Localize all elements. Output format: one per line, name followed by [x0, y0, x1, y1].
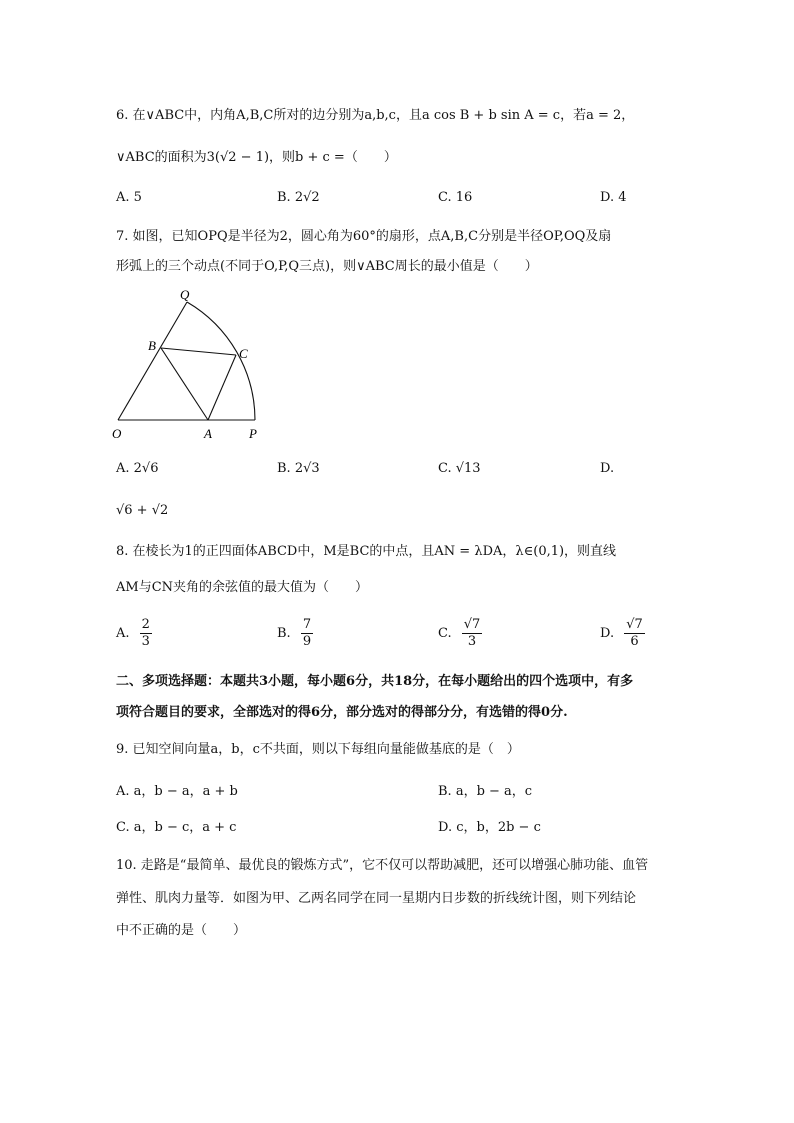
q9-option-c: C. a，b − c，a + c — [116, 820, 237, 835]
q8-stem-line2: AM与CN夹角的余弦值的最大值为（ ） — [116, 580, 369, 595]
q6-option-d: D. 4 — [600, 190, 627, 205]
segment-bc — [161, 348, 236, 355]
q7-option-c: C. √13 — [438, 461, 481, 476]
option-label: B. — [277, 626, 291, 641]
q6-option-a: A. 5 — [116, 190, 142, 205]
q9-option-d: D. c，b，2b − c — [438, 820, 541, 835]
fraction-numerator: 7 — [302, 617, 312, 632]
q10-stem-line3: 中不正确的是（ ） — [116, 923, 247, 938]
label-o: O — [112, 426, 122, 441]
q6-option-c: C. 16 — [438, 190, 473, 205]
label-q: Q — [180, 287, 190, 302]
q8-stem-line1: 8. 在棱长为1的正四面体ABCD中，M是BC的中点，且AN = λDA，λ∈(0,1)，则直线 — [116, 544, 617, 559]
section-2-heading-line2: 项符合题目的要求，全部选对的得6分，部分选对的得部分分，有选错的得0分. — [116, 705, 568, 720]
option-label: A. — [116, 626, 130, 641]
label-c: C — [239, 346, 248, 361]
label-p: P — [249, 426, 257, 441]
q6-option-b: B. 2√2 — [277, 190, 320, 205]
q9-option-a: A. a，b − a，a + b — [116, 784, 238, 799]
section-2-heading-line1: 二、多项选择题：本题共3小题，每小题6分，共18分，在每小题给出的四个选项中，有多 — [116, 674, 634, 689]
fraction-numerator: √7 — [463, 617, 481, 632]
q7-option-a: A. 2√6 — [116, 461, 159, 476]
label-b: B — [148, 338, 156, 353]
q7-option-d: D. — [600, 461, 615, 476]
q8-option-d — [600, 617, 645, 650]
q10-stem-line1: 10. 走路是“最简单、最优良的锻炼方式”，它不仅可以帮助减肥，还可以增强心肺功能、血管 — [116, 858, 649, 873]
option-label: D. — [600, 626, 615, 641]
q6-stem-line2: ∨ABC的面积为3(√2 − 1)，则b + c =（ ） — [116, 150, 397, 165]
q7-option-d-value: √6 + √2 — [116, 503, 169, 518]
arc-pq — [187, 302, 255, 420]
q8-option-a — [116, 617, 152, 650]
q10-stem-line2: 弹性、肌肉力量等．如图为甲、乙两名同学在同一星期内日步数的折线统计图，则下列结论 — [116, 891, 637, 906]
q9-option-b: B. a，b − a，c — [438, 784, 533, 799]
segment-ba — [161, 348, 208, 420]
q6-stem-line1: 6. 在∨ABC中，内角A,B,C所对的边分别为a,b,c，且a cos B + b sin A = c，若a = 2， — [116, 108, 635, 123]
q7-stem-line2: 形弧上的三个动点(不同于O,P,Q三点)，则∨ABC周长的最小值是（ ） — [116, 259, 538, 274]
fraction-denominator: 3 — [141, 634, 150, 649]
fraction-denominator: 6 — [630, 634, 639, 649]
option-label: C. — [438, 626, 452, 641]
q8-option-b — [277, 617, 313, 650]
fraction-denominator: 3 — [467, 634, 477, 649]
q7-option-b: B. 2√3 — [277, 461, 320, 476]
fraction-denominator: 9 — [302, 634, 312, 649]
label-a: A — [204, 426, 212, 441]
q8-option-c — [438, 617, 482, 650]
sector-figure — [105, 282, 275, 447]
radius-oq — [118, 302, 187, 420]
segment-ac — [208, 355, 236, 420]
q7-stem-line1: 7. 如图，已知OPQ是半径为2，圆心角为60°的扇形，点A,B,C分别是半径OP,OQ及扇 — [116, 229, 612, 244]
q9-stem: 9. 已知空间向量a，b，c不共面，则以下每组向量能做基底的是（ ） — [116, 742, 520, 757]
fraction-numerator: √7 — [626, 617, 643, 632]
fraction-numerator: 2 — [141, 617, 150, 632]
